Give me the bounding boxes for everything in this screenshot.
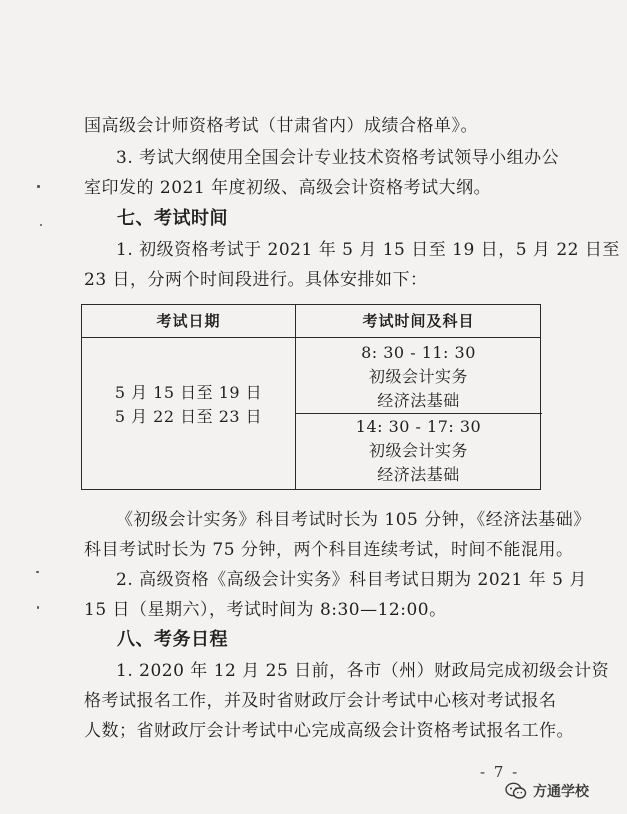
paragraph-line: 室印发的 2021 年度初级、高级会计资格考试大纲。	[84, 178, 492, 198]
paragraph-line: 2. 高级资格《高级会计实务》科目考试日期为 2021 年 5 月	[116, 570, 587, 590]
wechat-icon	[505, 782, 527, 800]
slot-divider	[295, 413, 542, 414]
section-heading-8: 八、考务日程	[117, 629, 228, 650]
paragraph-line: 人数；省财政厅会计考试中心完成高级会计资格考试报名工作。	[84, 721, 574, 741]
exam-schedule-table	[81, 304, 541, 490]
exam-date-range: 5 月 22 日至 23 日	[114, 407, 263, 426]
scan-speck	[37, 185, 40, 188]
paragraph-line: 15 日（星期六），考试时间为 8:30—12:00。	[84, 600, 447, 620]
scan-speck	[36, 571, 39, 573]
watermark	[505, 779, 589, 803]
table-header-subject: 考试时间及科目	[362, 312, 475, 330]
slot-subject: 经济法基础	[377, 465, 460, 484]
slot-subject: 初级会计实务	[368, 367, 468, 386]
paragraph-line: 23 日，分两个时间段进行。具体安排如下：	[84, 270, 428, 290]
slot-subject: 初级会计实务	[368, 441, 468, 460]
exam-date-range: 5 月 15 日至 19 日	[114, 383, 263, 402]
slot-time: 8: 30 - 11: 30	[361, 343, 476, 362]
scan-speck	[37, 606, 39, 609]
paragraph-line: 1. 2020 年 12 月 25 日前，各市（州）财政局完成初级会计资	[116, 661, 610, 681]
slot-time: 14: 30 - 17: 30	[355, 417, 482, 436]
paragraph-line: 3. 考试大纲使用全国会计专业技术资格考试领导小组办公	[116, 148, 560, 168]
paragraph-line: 格考试报名工作，并及时省财政厅会计考试中心核对考试报名	[84, 691, 557, 711]
exam-dates-cell	[82, 381, 295, 429]
afternoon-slot-cell	[295, 415, 542, 487]
watermark-label: 方通学校	[533, 784, 589, 800]
table-header-date: 考试日期	[156, 312, 221, 330]
paragraph-line: 科目考试时长为 75 分钟，两个科目连续考试，时间不能混用。	[84, 540, 574, 560]
morning-slot-cell	[295, 341, 542, 413]
page-number: - 7 -	[480, 763, 520, 781]
table-header-row	[82, 305, 540, 338]
paragraph-line: 1. 初级资格考试于 2021 年 5 月 15 日至 19 日，5 月 22 日至	[116, 240, 620, 260]
slot-subject: 经济法基础	[377, 391, 460, 410]
paragraph-line: 国高级会计师资格考试（甘肃省内）成绩合格单》。	[84, 116, 478, 136]
paragraph-line: 《初级会计实务》科目考试时长为 105 分钟，《经济法基础》	[116, 510, 591, 530]
scan-speck	[40, 224, 42, 226]
section-heading-7: 七、考试时间	[117, 208, 228, 229]
